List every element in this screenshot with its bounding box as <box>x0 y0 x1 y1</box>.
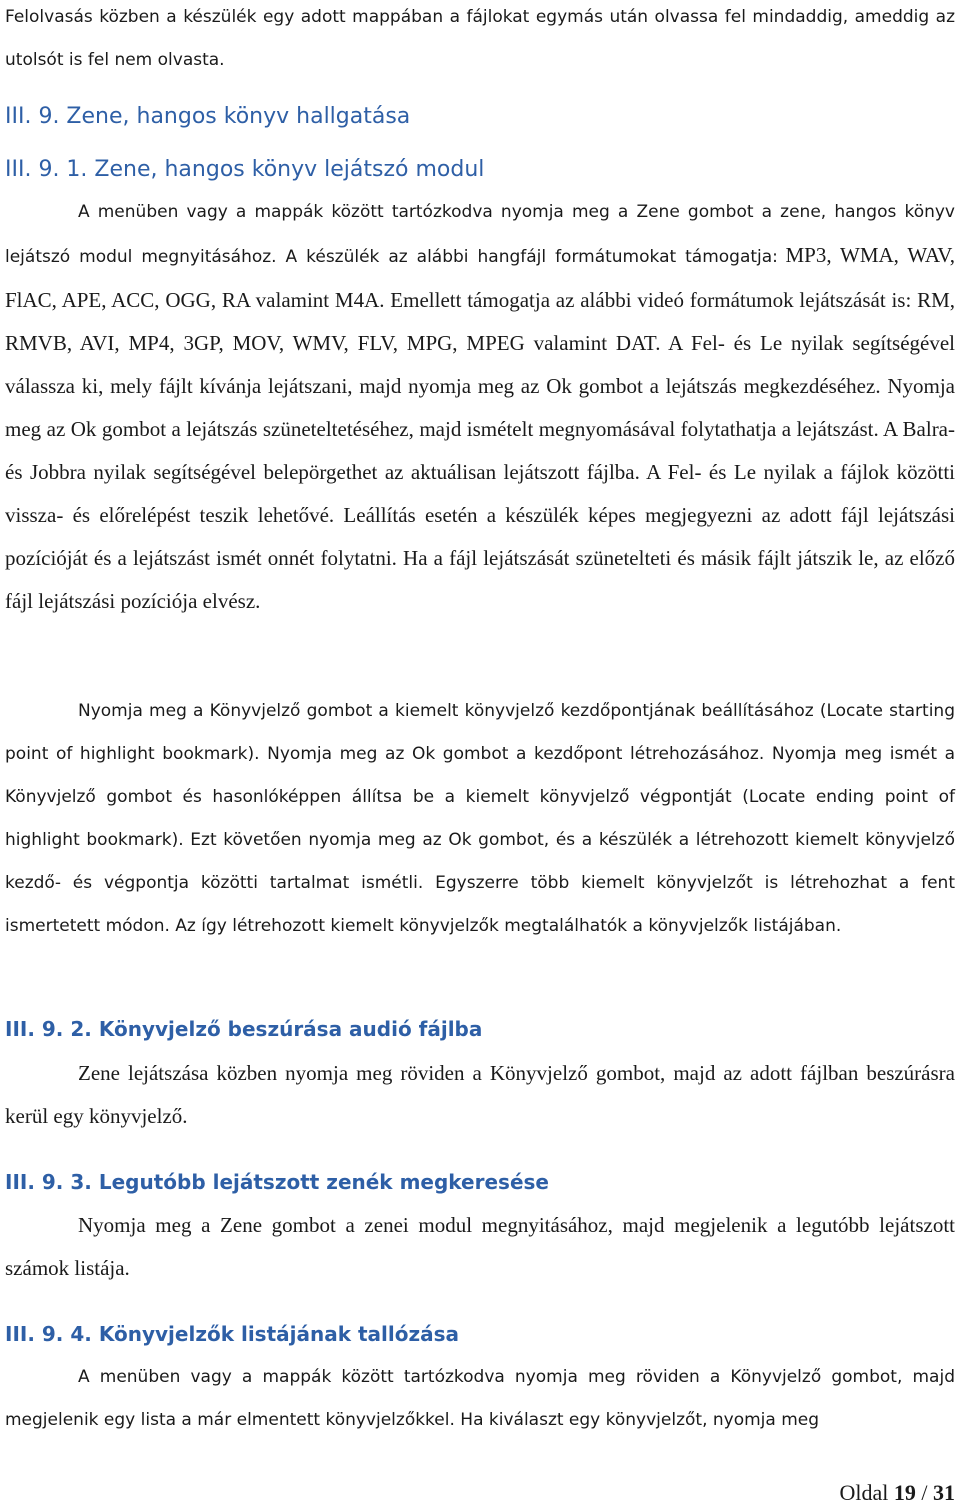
paragraph-bookmark-highlight: Nyomja meg a Könyvjelző gombot a kiemelt könyvjelző kezdőpontjának beállításához (Locate starting point of highlight bookmark). Nyomja meg az Ok gombot a kezdőpont létrehozásához. Nyomja meg ismét a Könyvjelző gombot és hasonlóképpen állítsa be a kiemelt könyvjelző végpontját (Locate ending point of highlight bookmark). Ezt követően nyomja meg az Ok gombot, és a készülék a létrehozott kiemelt könyvjelző kezdő- és végpontja közötti tartalmat ismétli. Egyszerre több kiemelt könyvjelzőt is létrehozhat a fent ismertetett módon. Az így létrehozott kiemelt könyvjelzők megtalálhatók a könyvjelzők listájában. <box>5 701 955 936</box>
section-title-9-3: III. 9. 3. Legutóbb lejátszott zenék megkeresése <box>5 1170 549 1194</box>
intro-paragraph: Felolvasás közben a készülék egy adott mappában a fájlokat egymás után olvassa fel mindaddig, ameddig az utolsót is fel nem olvasta. <box>5 7 955 70</box>
paragraph-bookmark-list: A menüben vagy a mappák között tartózkodva nyomja meg röviden a Könyvjelző gombot, majd megjelenik egy lista a már elmentett könyvjelzőkkel. Ha kiválaszt egy könyvjelzőt, nyomja meg <box>5 1367 955 1430</box>
section-title-9-2: III. 9. 2. Könyvjelző beszúrása audió fájlba <box>5 1017 483 1041</box>
paragraph-recent-music: Nyomja meg a Zene gombot a zenei modul megnyitásához, majd megjelenik a legutóbb lejátszott számok listája. <box>5 1213 955 1280</box>
section-title-9: III. 9. Zene, hangos könyv hallgatása <box>5 104 411 129</box>
page-number: Oldal 19 / 31 <box>839 1480 955 1505</box>
paragraph-insert-bookmark: Zene lejátszása közben nyomja meg röviden a Könyvjelző gombot, majd az adott fájlban beszúrásra kerül egy könyvjelző. <box>5 1061 955 1128</box>
section-title-9-1: III. 9. 1. Zene, hangos könyv lejátszó modul <box>5 157 485 182</box>
section-title-9-4: III. 9. 4. Könyvjelzők listájának tallózása <box>5 1322 460 1346</box>
paragraph-music-module: A menüben vagy a mappák között tartózkodva nyomja meg a Zene gombot a zene, hangos könyv lejátszó modul megnyitásához. A készülék az alábbi hangfájl formátumokat támogatja: MP3, WMA, WAV, FlAC, APE, ACC, OGG, RA valamint M4A. Emellett támogatja az alábbi videó formátumok lejátszását is: RM, RMVB, AVI, MP4, 3GP, MOV, WMV, FLV, MPG, MPEG valamint DAT. A Fel- és Le nyilak segítségével válassza ki, mely fájlt kívánja lejátszani, majd nyomja meg az Ok gombot a lejátszás megkezdéséhez. Nyomja meg az Ok gombot a lejátszás szüneteltetéséhez, majd ismételt megnyomásával folytathatja a lejátszást. A Balra- és Jobbra nyilak segítségével belepörgethet az aktuálisan lejátszott fájlba. A Fel- és Le nyilak a fájlok közötti vissza- és előrelépést teszik lehetővé. Leállítás esetén a készülék képes megjegyezni az adott fájl lejátszási pozícióját és a lejátszást ismét onnét folytatni. Ha a fájl lejátszását szünetelteti és másik fájlt játszik le, az előző fájl lejátszási pozíciója elvész. <box>5 202 955 613</box>
